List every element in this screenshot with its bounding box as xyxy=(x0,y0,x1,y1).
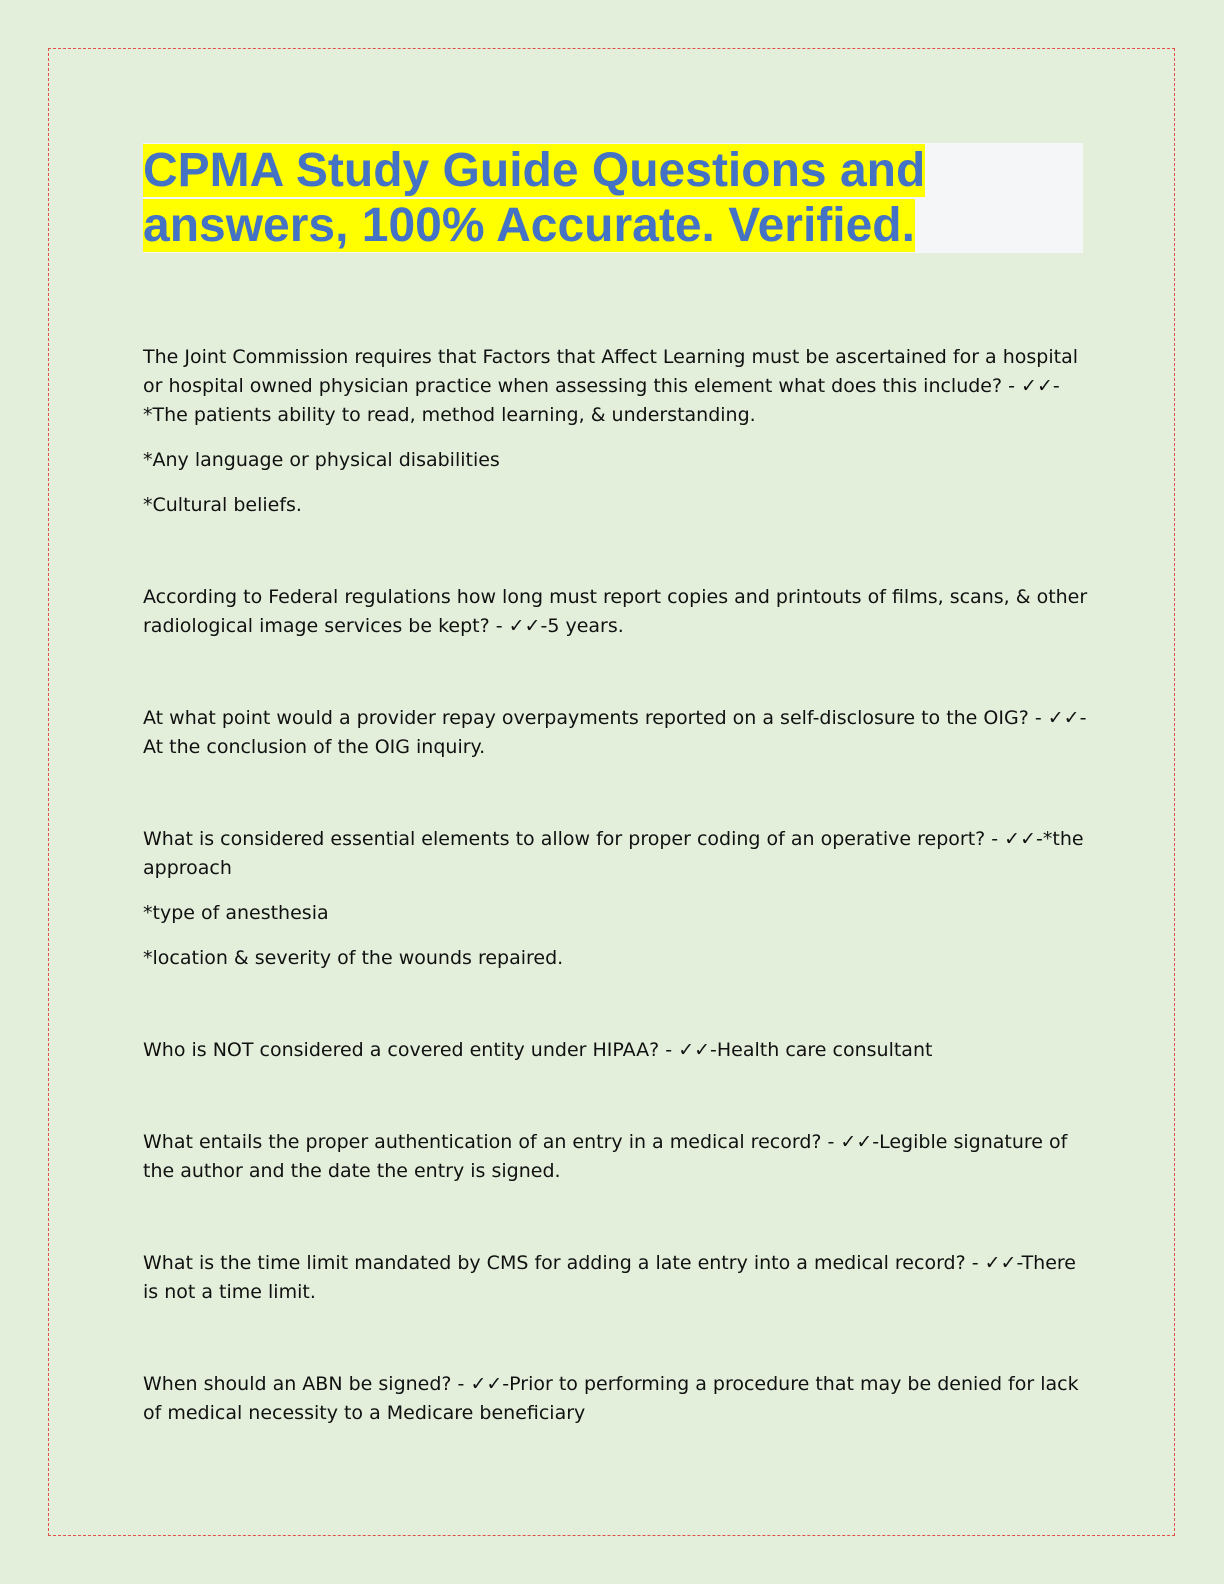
answer-bullet: *Cultural beliefs. xyxy=(143,494,302,516)
checkmark-icon: ✓✓ xyxy=(1047,707,1080,729)
answer-text: -5 years. xyxy=(540,615,624,637)
qa-question-answer xyxy=(143,1370,1088,1428)
answer-bullet: *location & severity of the wounds repaired. xyxy=(143,947,564,969)
question-text: According to Federal regulations how long must report copies and printouts of films, scans, & other radiological image services be kept? - xyxy=(143,586,1088,637)
question-text: At what point would a provider repay overpayments reported on a self-disclosure to the OIG? - xyxy=(143,707,1048,729)
qa-question-answer xyxy=(143,825,1088,883)
title-line-2: answers, 100% Accurate. Verified. xyxy=(143,199,915,252)
answer-text: -There is not a time limit. xyxy=(143,1252,1077,1303)
qa-question-answer xyxy=(143,1036,1088,1065)
checkmark-icon: ✓✓ xyxy=(840,1131,873,1153)
checkmark-icon: ✓✓ xyxy=(1021,375,1053,397)
question-text: What is considered essential elements to allow for proper coding of an operative report? - xyxy=(143,828,1005,850)
answer-text: -Legible signature of the author and the date the entry is signed. xyxy=(143,1131,1068,1182)
answer-text: -*The patients ability to read, method learning, & understanding. xyxy=(143,375,1060,426)
qa-item xyxy=(143,825,1088,973)
qa-item xyxy=(143,1370,1088,1428)
question-text: What entails the proper authentication of an entry in a medical record? - xyxy=(143,1131,841,1153)
qa-item xyxy=(143,1249,1088,1307)
qa-question-answer xyxy=(143,704,1088,762)
title-box xyxy=(143,143,1083,253)
question-text: The Joint Commission requires that Factors that Affect Learning must be ascertained for a hospital or hospital owned physician practice when assessing this element what does this include? - xyxy=(143,346,1078,397)
answer-text: -*the approach xyxy=(143,828,1084,879)
checkmark-icon: ✓✓ xyxy=(470,1373,503,1395)
answer-text: -At the conclusion of the OIG inquiry. xyxy=(143,707,1087,758)
question-text: Who is NOT considered a covered entity under HIPAA? - xyxy=(143,1039,679,1061)
answer-text: -Prior to performing a procedure that may be denied for lack of medical necessity to a Medicare beneficiary xyxy=(143,1373,1079,1424)
qa-list xyxy=(143,343,1088,1428)
qa-item xyxy=(143,1036,1088,1065)
qa-question-answer xyxy=(143,343,1088,430)
document-title xyxy=(143,143,1083,253)
qa-item xyxy=(143,583,1088,641)
question-text: What is the time limit mandated by CMS for adding a late entry into a medical record? - xyxy=(143,1252,985,1274)
answer-bullet: *type of anesthesia xyxy=(143,902,329,924)
checkmark-icon: ✓✓ xyxy=(1004,828,1037,850)
qa-item xyxy=(143,1128,1088,1186)
checkmark-icon: ✓✓ xyxy=(508,615,541,637)
qa-question-answer xyxy=(143,1249,1088,1307)
checkmark-icon: ✓✓ xyxy=(984,1252,1017,1274)
title-line-1: CPMA Study Guide Questions and xyxy=(143,144,926,197)
question-text: When should an ABN be signed? - xyxy=(143,1373,471,1395)
qa-item xyxy=(143,343,1088,520)
qa-question-answer xyxy=(143,583,1088,641)
qa-question-answer xyxy=(143,1128,1088,1186)
answer-text: -Health care consultant xyxy=(710,1039,933,1061)
answer-bullet: *Any language or physical disabilities xyxy=(143,449,500,471)
checkmark-icon: ✓✓ xyxy=(678,1039,711,1061)
qa-item xyxy=(143,704,1088,762)
